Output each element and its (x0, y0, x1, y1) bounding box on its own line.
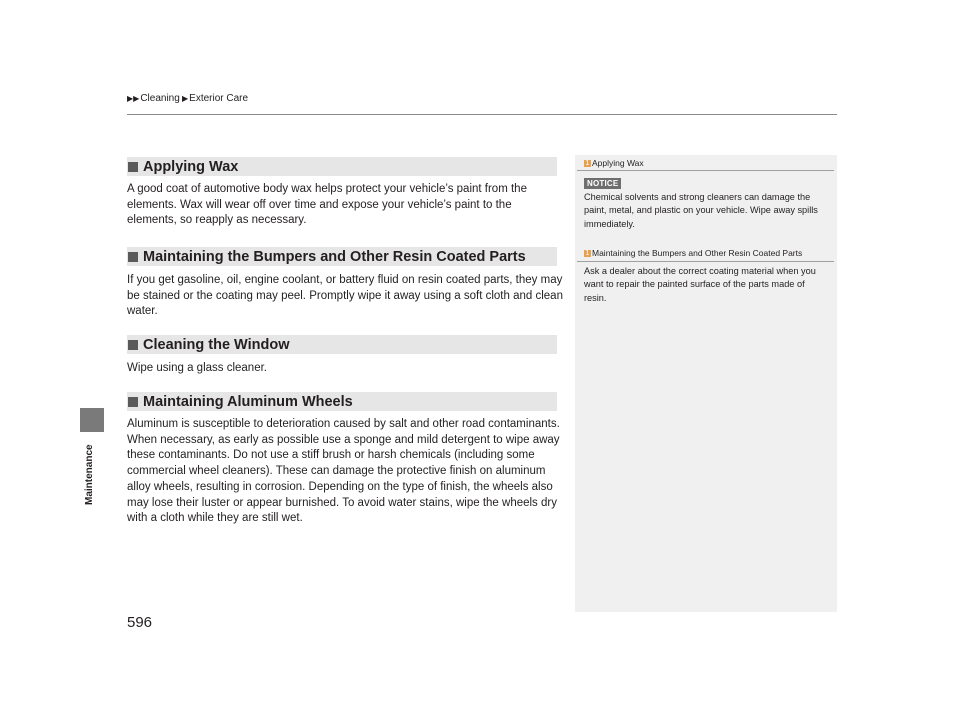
page-number: 596 (127, 614, 153, 631)
paragraph-window: Wipe using a glass cleaner. (127, 362, 267, 374)
note-reference-icon: 1 (585, 250, 590, 257)
sidebar-notes (575, 155, 837, 612)
square-bullet-icon (128, 340, 138, 350)
header-divider (127, 114, 837, 115)
square-bullet-icon (128, 397, 138, 407)
note-title-label: Maintaining the Bumpers and Other Resin Coated Parts (592, 248, 803, 258)
notice-badge: NOTICE (584, 178, 621, 189)
note-title-applying-wax[interactable] (584, 158, 644, 168)
breadcrumb-parent[interactable]: Cleaning (140, 93, 180, 104)
note-title-bumpers[interactable] (584, 248, 802, 258)
breadcrumb-separator-icon: ▶ (179, 94, 189, 103)
section-heading-window (127, 335, 557, 354)
square-bullet-icon (128, 252, 138, 262)
note-divider (577, 261, 834, 262)
section-heading-bumpers (127, 247, 557, 266)
heading-label: Maintaining the Bumpers and Other Resin Coated Parts (143, 248, 526, 265)
heading-label: Applying Wax (143, 158, 239, 175)
square-bullet-icon (128, 162, 138, 172)
chapter-side-label: Maintenance (84, 444, 95, 505)
breadcrumb-arrow-icon: ▶▶ (127, 94, 140, 103)
paragraph-aluminum-wheels: Aluminum is susceptible to deterioration caused by salt and other road contaminants. When necessary, as early as possible use a sponge and mild detergent to wipe away these contaminants. Do not use a stiff brush or harsh chemicals (including some commercial wheel cleaners). These can damage the protective finish on aluminum alloy wheels, resulting in corrosion. Depending on the type of finish, the wheels also may lose their luster or appear burnished. To avoid water stains, wipe the wheels dry with a cloth while they are still wet. (127, 418, 560, 525)
note-text-bumpers: Ask a dealer about the correct coating material when you want to repair the painted surface of the parts made of resin. (584, 266, 816, 303)
note-title-label: Applying Wax (592, 158, 644, 168)
note-reference-icon: 1 (585, 160, 590, 167)
heading-label: Cleaning the Window (143, 336, 290, 353)
breadcrumb-current[interactable]: Exterior Care (189, 93, 249, 104)
paragraph-applying-wax: A good coat of automotive body wax helps protect your vehicle’s paint from the elements. Wax will wear off over time and expose your vehicle’s paint to the elements, so reapply as necessary. (127, 183, 527, 227)
note-divider (577, 170, 834, 171)
heading-label: Maintaining Aluminum Wheels (143, 393, 353, 410)
chapter-tab-marker (80, 408, 104, 432)
breadcrumb (127, 93, 248, 104)
paragraph-bumpers: If you get gasoline, oil, engine coolant, or battery fluid on resin coated parts, they may be stained or the coating may peel. Promptly wipe it away using a soft cloth and clean water. (127, 274, 563, 318)
note-text-applying-wax: Chemical solvents and strong cleaners can damage the paint, metal, and plastic on your vehicle. Wipe away spills immediately. (584, 192, 818, 229)
section-heading-applying-wax (127, 157, 557, 176)
section-heading-aluminum-wheels (127, 392, 557, 411)
